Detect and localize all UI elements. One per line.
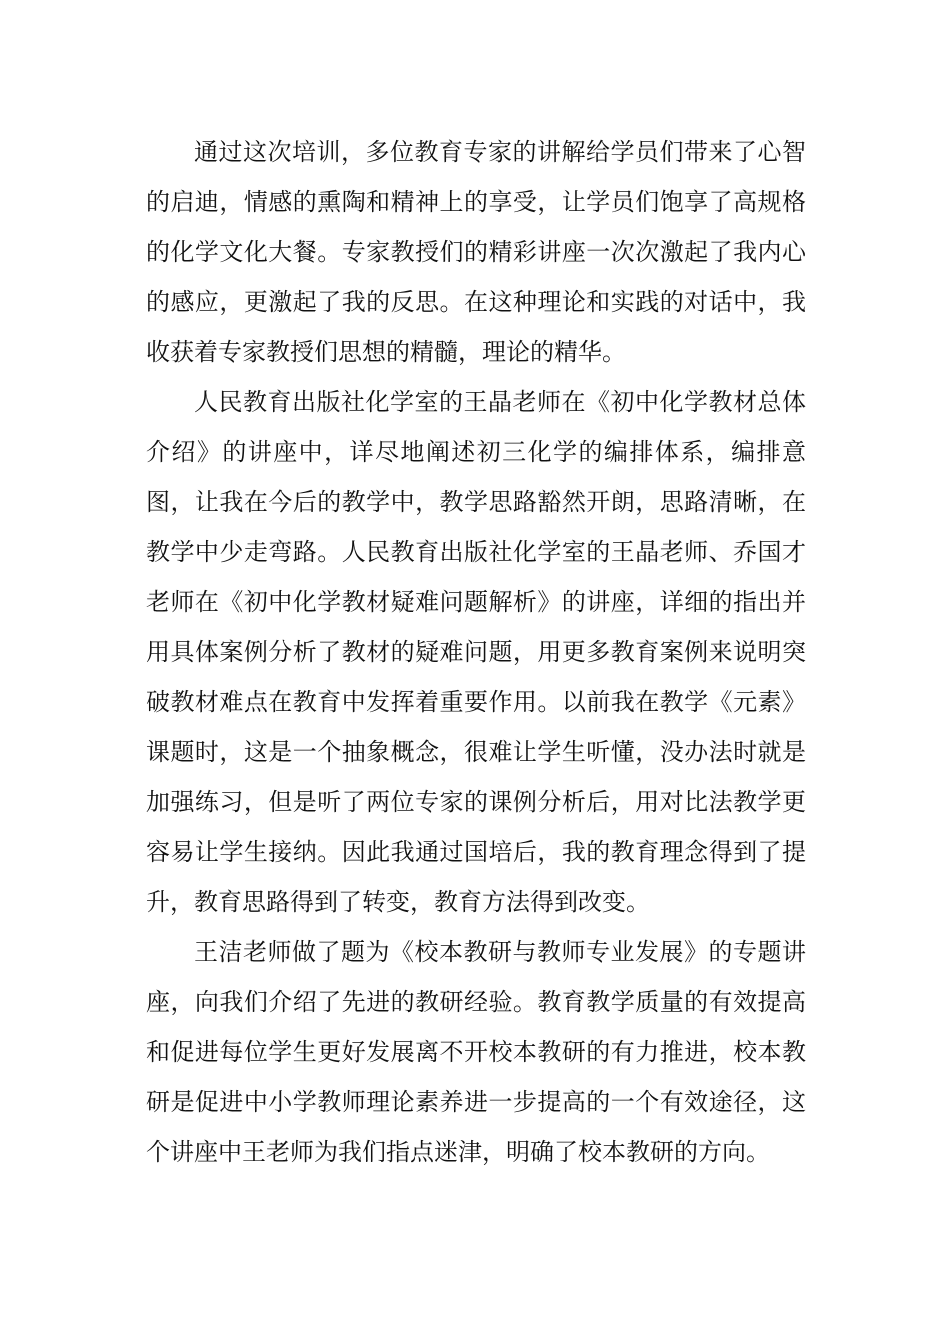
paragraph-2: 人民教育出版社化学室的王晶老师在《初中化学教材总体介绍》的讲座中，详尽地阐述初三化学的编排体系，编排意图，让我在今后的教学中，教学思路豁然开朗，思路清晰，在教学中少走弯路。人民教育出版社化学室的王晶老师、乔国才老师在《初中化学教材疑难问题解析》的讲座，详细的指出并用具体案例分析了教材的疑难问题，用更多教育案例来说明突破教材难点在教育中发挥着重要作用。以前我在教学《元素》课题时，这是一个抽象概念，很难让学生听懂，没办法时就是加强练习，但是听了两位专家的课例分析后，用对比法教学更容易让学生接纳。因此我通过国培后，我的教育理念得到了提升，教育思路得到了转变，教育方法得到改变。 <box>146 388 806 916</box>
paragraph-3: 王洁老师做了题为《校本教研与教师专业发展》的专题讲座，向我们介绍了先进的教研经验。教育教学质量的有效提高和促进每位学生更好发展离不开校本教研的有力推进，校本教研是促进中小学教师理论素养进一步提高的一个有效途径，这个讲座中王老师为我们指点迷津，明确了校本教研的方向。 <box>146 938 806 1166</box>
paragraph-1: 通过这次培训，多位教育专家的讲解给学员们带来了心智的启迪，情感的熏陶和精神上的享受，让学员们饱享了高规格的化学文化大餐。专家教授们的精彩讲座一次次激起了我内心的感应，更激起了我的反思。在这种理论和实践的对话中，我收获着专家教授们思想的精髓，理论的精华。 <box>146 138 806 366</box>
document-body <box>146 127 806 1177</box>
